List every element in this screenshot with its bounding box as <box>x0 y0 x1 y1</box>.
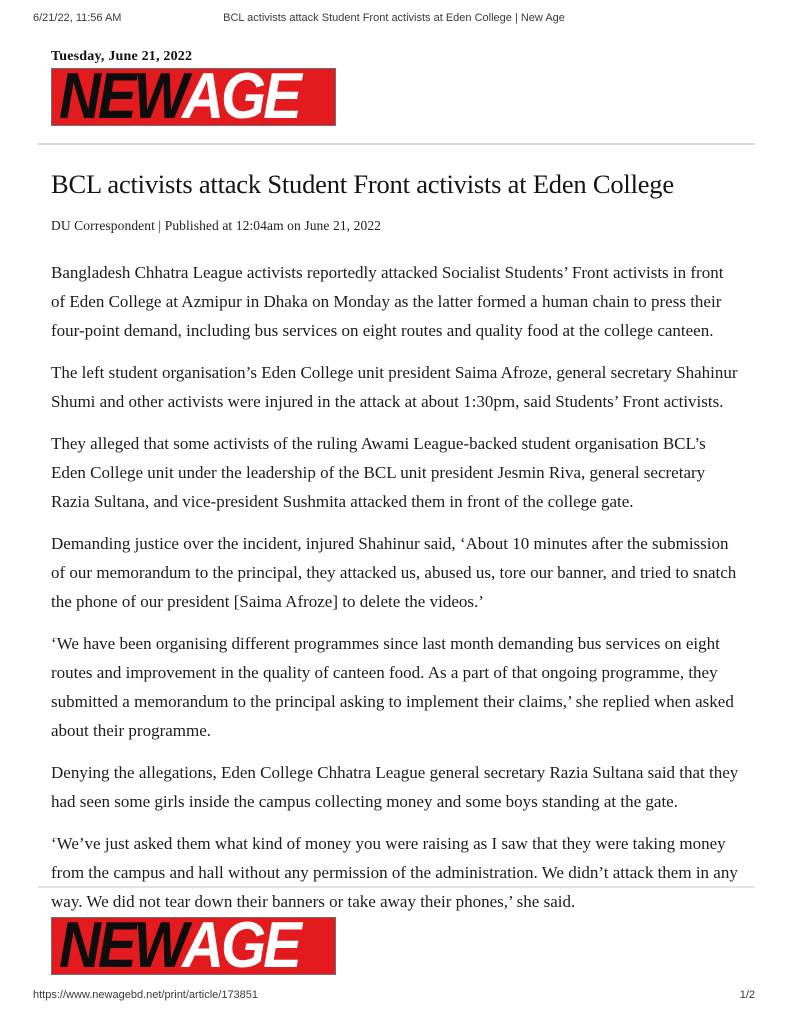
article-paragraph: ‘We have been organising different programmes since last month demanding bus services on eight routes and improvement in the quality of canteen food. As a part of that ongoing programme, they submitted a memorandum to the principal asking to implement their claims,’ she replied when asked about their programme. <box>51 634 734 740</box>
logo-text-new: NEW <box>59 917 183 975</box>
masthead <box>51 49 336 126</box>
article <box>51 167 741 929</box>
browser-print-header <box>33 12 755 26</box>
newage-logo <box>51 68 336 126</box>
logo-text-new: NEW <box>59 68 183 126</box>
print-page-indicator: 1/2 <box>739 989 755 1001</box>
print-document-title: BCL activists attack Student Front activists at Eden College | New Age <box>223 12 565 24</box>
masthead-footer <box>51 917 336 975</box>
article-headline: BCL activists attack Student Front activists at Eden College <box>51 169 674 199</box>
article-byline: DU Correspondent | Published at 12:04am on June 21, 2022 <box>51 218 382 233</box>
article-paragraph: Denying the allegations, Eden College Chhatra League general secretary Razia Sultana said that they had seen some girls inside the campus collecting money and some boys standing at the gate. <box>51 763 739 811</box>
divider-top <box>38 143 755 145</box>
logo-text-age: AGE <box>182 68 299 126</box>
print-datetime: 6/21/22, 11:56 AM <box>33 12 122 24</box>
article-paragraph: Demanding justice over the incident, injured Shahinur said, ‘About 10 minutes after the submission of our memorandum to the principal, they attacked us, abused us, tore our banner, and tried to snatch the phone of our president [Saima Afroze] to delete the videos.’ <box>51 534 737 611</box>
article-body <box>51 258 741 916</box>
logo-text-age: AGE <box>182 917 299 975</box>
article-paragraph: The left student organisation’s Eden College unit president Saima Afroze, general secretary Shahinur Shumi and other activists were injured in the attack at about 1:30pm, said Students’ Front activists. <box>51 363 738 411</box>
article-paragraph: ‘We’ve just asked them what kind of money you were raising as I saw that they were taking money from the campus and hall without any permission of the administration. We didn’t attack them in any way. We did not tear down their banners or take away their phones,’ she said. <box>51 834 738 911</box>
browser-print-footer <box>33 989 755 1001</box>
divider-bottom <box>38 886 755 888</box>
article-paragraph: Bangladesh Chhatra League activists reportedly attacked Socialist Students’ Front activists in front of Eden College at Azmipur in Dhaka on Monday as the latter formed a human chain to press their four-point demand, including bus services on eight routes and quality food at the college canteen. <box>51 263 724 340</box>
article-paragraph: They alleged that some activists of the ruling Awami League-backed student organisation BCL’s Eden College unit under the leadership of the BCL unit president Jesmin Riva, general secretary Razia Sultana, and vice-president Sushmita attacked them in front of the college gate. <box>51 434 706 511</box>
newage-logo-bottom <box>51 917 336 975</box>
publication-date: Tuesday, June 21, 2022 <box>51 49 193 64</box>
print-url: https://www.newagebd.net/print/article/173851 <box>33 989 259 1001</box>
